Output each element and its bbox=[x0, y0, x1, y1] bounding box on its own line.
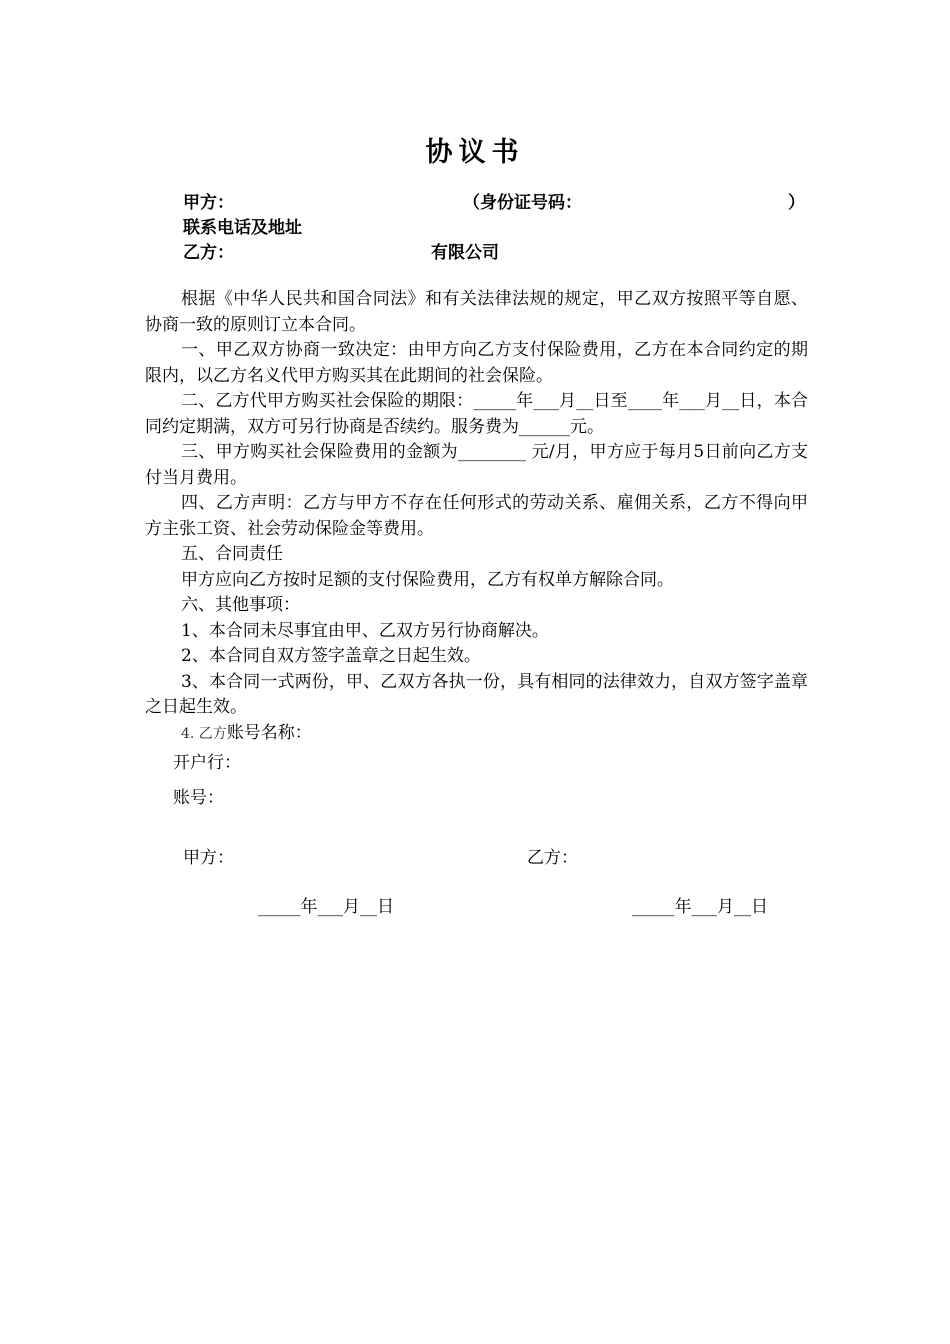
date-party-a: _____年___月__日 bbox=[258, 897, 394, 917]
document-title: 协议书 bbox=[425, 137, 525, 168]
paragraph-item-3: 3、本合同一式两份，甲、乙双方各执一份，具有相同的法律效力，自双方签字盖章之日起生效。 bbox=[145, 671, 808, 717]
paragraph-clause-5-heading: 五、合同责任 bbox=[181, 544, 283, 564]
signature-party-a: 甲方： bbox=[183, 848, 234, 868]
party-a-label: 甲方： bbox=[183, 193, 234, 213]
paragraph-clause-3: 三、甲方购买社会保险费用的金额为________ 元/月，甲方应于每月5日前向乙方支付当月费用。 bbox=[145, 442, 808, 488]
account-prefix: 4. 乙方 bbox=[181, 725, 227, 742]
id-number-label: （身份证号码： bbox=[463, 193, 582, 213]
paragraph-clause-2: 二、乙方代甲方购买社会保险的期限：_____年___月__日至____年___月__日，本合同约定期满，双方可另行协商是否续约。服务费为______元。 bbox=[145, 391, 808, 437]
contact-label: 联系电话及地址 bbox=[183, 218, 302, 238]
paragraph-item-4 bbox=[145, 721, 808, 748]
company-label: 有限公司 bbox=[431, 243, 499, 263]
date-party-b: _____年___月__日 bbox=[632, 897, 768, 917]
id-number-close: ） bbox=[788, 193, 805, 213]
paragraph-preamble: 根据《中华人民共和国合同法》和有关法律法规的规定，甲乙双方按照平等自愿、协商一致的原则订立本合同。 bbox=[145, 289, 808, 335]
account-name-label: 账号名称： bbox=[226, 722, 312, 743]
bank-label: 开户行： bbox=[173, 753, 241, 773]
paragraph-clause-5-text: 甲方应向乙方按时足额的支付保险费用，乙方有权单方解除合同。 bbox=[181, 569, 674, 590]
contract-body bbox=[145, 287, 808, 747]
paragraph-item-2: 2、本合同自双方签字盖章之日起生效。 bbox=[181, 646, 481, 666]
paragraph-item-1: 1、本合同未尽事宜由甲、乙双方另行协商解决。 bbox=[181, 620, 549, 641]
paragraph-clause-1: 一、甲乙双方协商一致决定：由甲方向乙方支付保险费用，乙方在本合同约定的期限内，以乙方名义代甲方购买其在此期间的社会保险。 bbox=[145, 340, 808, 386]
account-number-label: 账号： bbox=[173, 788, 224, 808]
signature-party-b: 乙方： bbox=[527, 848, 578, 868]
paragraph-clause-4: 四、乙方声明：乙方与甲方不存在任何形式的劳动关系、雇佣关系，乙方不得向甲方主张工资、社会劳动保险金等费用。 bbox=[145, 493, 808, 539]
paragraph-clause-6-heading: 六、其他事项： bbox=[181, 595, 300, 615]
party-b-label: 乙方： bbox=[183, 243, 234, 263]
